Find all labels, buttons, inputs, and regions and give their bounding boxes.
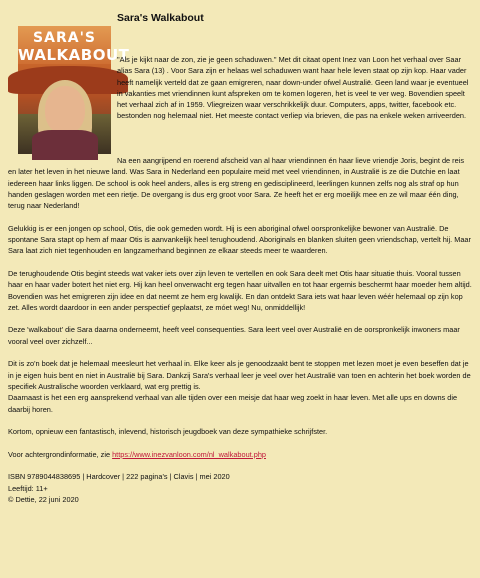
paragraph-4: Deze 'walkabout' die Sara daarna onderneemt, heeft veel consequenties. Sara leert veel over Australië en de oorspronkelijk inwoners maar vooral veel over zichzelf... xyxy=(8,325,460,346)
book-cover-image xyxy=(18,26,130,154)
paragraph-3: De terughoudende Otis begint steeds wat vaker iets over zijn leven te vertellen en ook Sara deelt met Otis haar situatie thuis. Vooral tussen haar en haar vader botert het niet erg. Hij kan heel onverwacht erg tegen haar uitvallen en tot haar ergernis beschermt haar moeder hem altijd. Bovendien was het emigreren zijn idee en dat neemt ze hem erg kwalijk. En dan ontdekt Sara iets wat haar leven wéér helemaal op zijn kop zet. Alles wordt daardoor in een ander perspectief geplaatst, ze móet weg! Nu, onmiddellijk! xyxy=(8,268,472,312)
paragraph-2: Gelukkig is er een jongen op school, Otis, die ook gemeden wordt. Hij is een aboriginal ofwel oorspronkelijke bewoner van Australië. De spontane Sara stapt op hem af maar Otis is aanvankelijk heel terughoudend. Aboriginals en blanken sluiten geen vriendschap, vertelt hij. Maar Sara laat zich niet tegenhouden en langzamerhand beginnen ze elkaar steeds meer te waarderen. xyxy=(8,223,471,256)
copyright: © Dettie, 22 juni 2020 xyxy=(8,494,79,504)
page-title: Sara's Walkabout xyxy=(117,12,204,24)
paragraph-6: Kortom, opnieuw een fantastisch, inlevend, historisch jeugdboek van deze sympathieke schrijfster. xyxy=(8,427,328,437)
paragraph-5a: Dit is zo'n boek dat je helemaal meesleurt het verhaal in. Elke keer als je genoodzaakt bent te stoppen met lezen moet je even beseffen dat je in je eigen huis bent en niet in Australië bij Sara. Dankzij Sara's verhaal leer je veel over het Australië van toen en achterin het boek worden de specifiek Australische woorden verklaard, wat erg prettig is. xyxy=(8,359,471,391)
cover-title-line2: WALKABOUT xyxy=(18,46,130,64)
intro-paragraph: "Als je kijkt naar de zon, zie je geen schaduwen." Met dit citaat opent Inez van Loon het verhaal over Saar alias Sara (13) . Voor Sara zijn er helaas wel schaduwen want haar hele leven staat op zijn kop. Haar vader heeft namelijk verteld dat ze gaan emigreren, naar down-under ofwel Australië. Geen land waar je eventueel in vakanties met vriendinnen kunt afspreken om te komen logeren, het is veel te ver weg. Bovendien speelt het verhaal zich af in 1959. Vliegreizen waar verschrikkelijk duur. Computers, apps, twitter, facebook etc. bestonden nog helemaal niet. Het meeste contact verliep via brieven, die pas na enkele weken arriveerden. xyxy=(117,55,469,121)
background-info xyxy=(8,449,472,460)
cover-title-line1: SARA'S xyxy=(33,30,96,46)
background-info-label: Voor achtergrondinformatie, zie xyxy=(8,449,113,459)
age-rating: Leeftijd: 11+ xyxy=(8,483,48,493)
paragraph-1: Na een aangrijpend en roerend afscheid van al haar vriendinnen én haar lieve vriendje Joris, begint de reis en later het leven in het nieuwe land. Was Sara in Nederland een populaire meid met veel vriendinnen, in Australië is ze die Dutchie en laat iedereen haar links liggen. De school is ook heel anders, alles is erg streng en gedisciplineerd, leerlingen kunnen zelfs nog als straf op hun handen geslagen worden met een rietje. De overgang is dus erg groot voor Sara. Ze heeft het er erg moeilijk mee en ze wil maar één ding, terug naar Nederland! xyxy=(8,156,465,211)
background-info-link[interactable]: https://www.inezvanloon.com/nl_walkabout.php xyxy=(112,449,266,459)
review-body xyxy=(8,155,472,505)
paragraph-5b: Daarnaast is het een erg aansprekend verhaal van alle tijden over een meisje dat haar weg zoekt in haar leven. Met alle ups en downs die daarbij horen. xyxy=(8,393,458,414)
book-meta: ISBN 9789044838695 | Hardcover | 222 pagina's | Clavis | mei 2020 xyxy=(8,472,230,482)
